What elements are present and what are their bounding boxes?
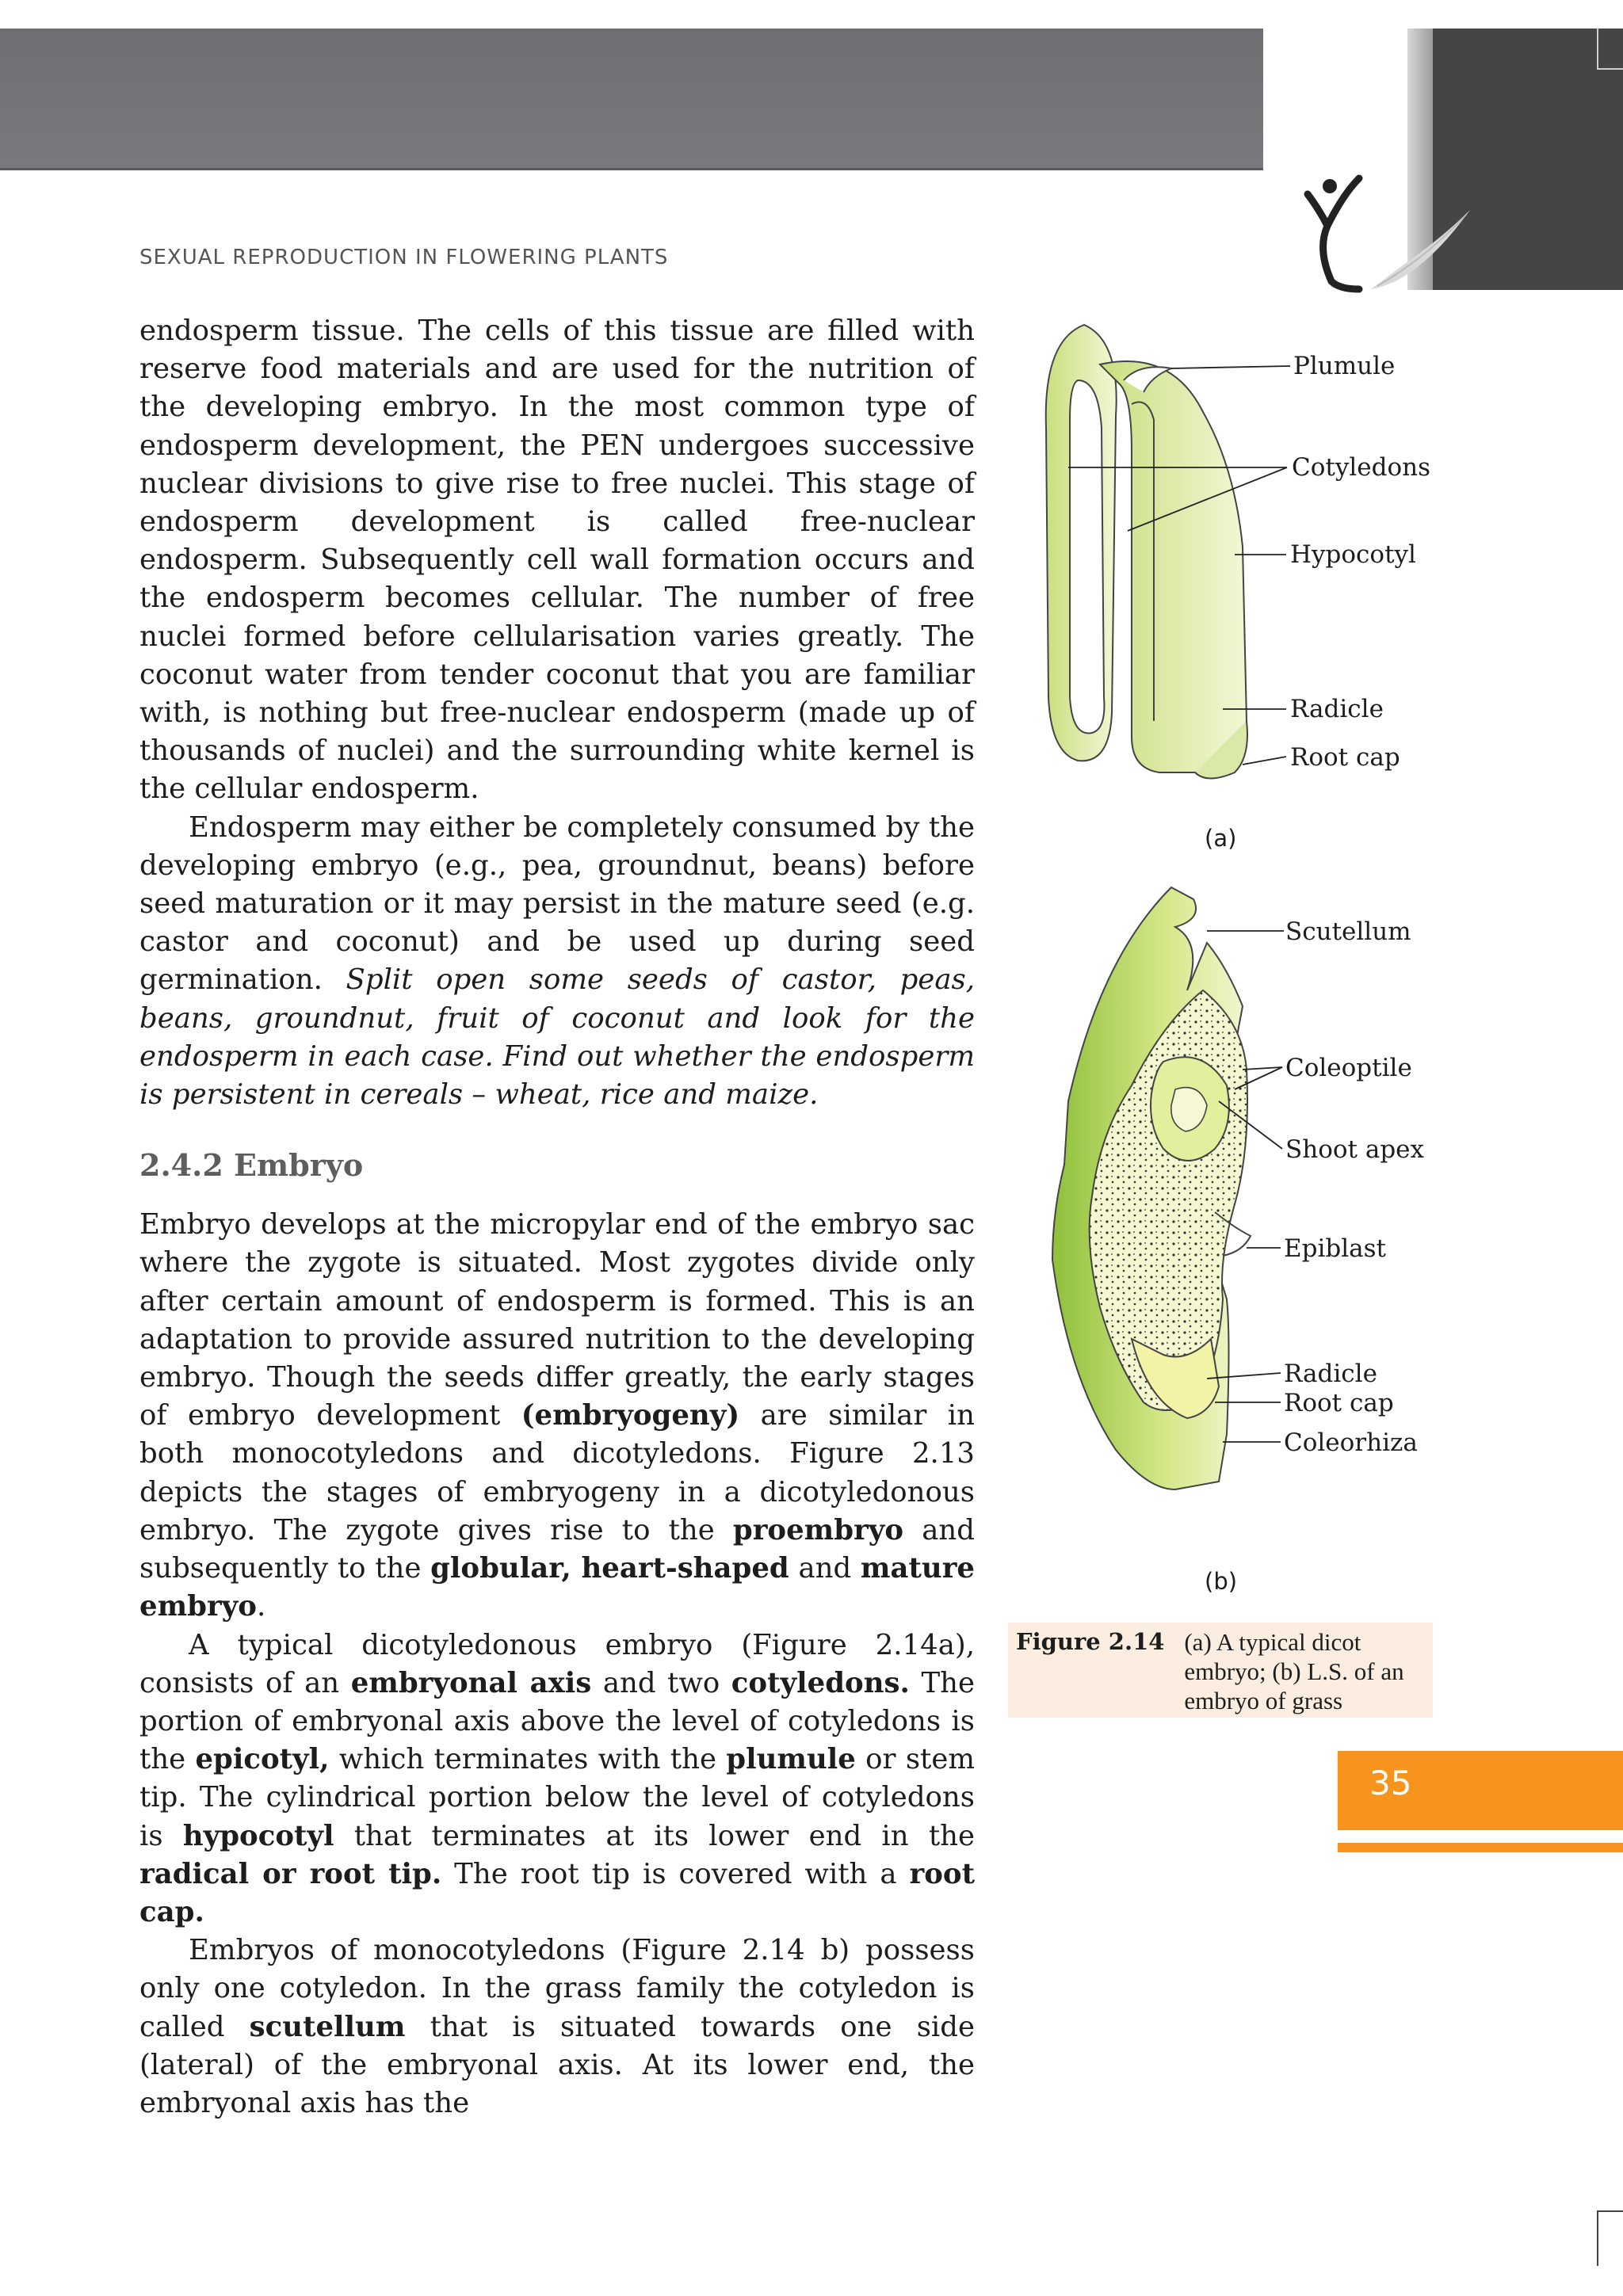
label-hypocotyl: Hypocotyl — [1290, 540, 1416, 569]
label-root-cap-a: Root cap — [1290, 743, 1400, 772]
crop-mark — [1597, 29, 1598, 70]
header-bar — [0, 29, 1263, 170]
paragraph: A typical dicotyledonous embryo (Figure 2.14a), consists of an embryonal axis and two cotyledons. The portion of embryonal axis above the level of cotyledons is the epicotyl, which terminates with the plumule or stem tip. The cylindrical portion below the level of cotyledons is hypocotyl that terminates at its lower end in the radical or root tip. The root tip is covered with a root cap. — [139, 1628, 975, 1928]
label-shoot-apex: Shoot apex — [1285, 1135, 1424, 1164]
paragraph: Embryos of monocotyledons (Figure 2.14 b) possess only one cotyledon. In the grass family the cotyledon is called scutellum that is situated towards one side (lateral) of the embryonal axis. At its lower end, the embryonal axis has the — [139, 1934, 976, 2119]
label-coleorhiza: Coleorhiza — [1284, 1428, 1418, 1457]
running-head: SEXUAL REPRODUCTION IN FLOWERING PLANTS — [139, 246, 669, 269]
label-epiblast: Epiblast — [1284, 1234, 1386, 1263]
caption-label: Figure 2.14 — [1016, 1628, 1165, 1655]
label-radicle-b: Radicle — [1284, 1360, 1377, 1388]
label-plumule: Plumule — [1293, 352, 1396, 380]
page-number: 35 — [1369, 1764, 1412, 1802]
sublabel-b: (b) — [1205, 1568, 1238, 1595]
page-number-box — [1338, 1751, 1623, 1830]
embryo-figure — [1005, 309, 1449, 1608]
crop-mark — [1597, 2210, 1623, 2212]
page-number-underline — [1338, 1843, 1623, 1852]
grass-embryo-diagram — [1052, 887, 1425, 1595]
crop-mark — [1597, 2210, 1598, 2266]
section-heading: 2.4.2 Embryo — [139, 1147, 364, 1184]
label-coleoptile: Coleoptile — [1285, 1054, 1412, 1082]
paragraph: endosperm tissue. The cells of this tissue are filled with reserve food materials and are used for the nutrition of the developing embryo. In the most common type of endosperm development, the PEN undergoes successive nuclear divisions to give rise to free nuclei. This stage of endosperm development is called free-nuclear endosperm. Subsequently cell wall formation occurs and the endosperm becomes cellular. The number of free nuclei formed before cellularisation varies greatly. The coconut water from tender coconut that you are familiar with, is nothing but free-nuclear endosperm (made up of thousands of nuclei) and the surrounding white kernel is the cellular endosperm. — [139, 315, 975, 806]
crop-mark — [1597, 68, 1623, 70]
label-radicle-a: Radicle — [1290, 695, 1384, 723]
body-text — [139, 312, 975, 2122]
paragraph: Embryo develops at the micropylar end of the embryo sac where the zygote is situated. Most zygotes divide only after certain amount of endosperm is formed. This is an adaptation to provide assured nutrition to the developing embryo. Though the seeds differ greatly, the early stages of embryo development (embryogeny) are similar in both monocotyledons and dicotyledons. Figure 2.13 depicts the stages of embryogeny in a dicotyledonous embryo. The zygote gives rise to the proembryo and subsequently to the globular, heart-shaped and mature embryo. — [139, 1208, 975, 1623]
sublabel-a: (a) — [1205, 825, 1237, 852]
label-scutellum: Scutellum — [1285, 917, 1411, 946]
dicot-embryo-diagram — [1046, 325, 1430, 852]
figure-caption — [1008, 1623, 1433, 1718]
paragraph: Endosperm may either be completely consumed by the developing embryo (e.g., pea, groundnut, beans) before seed maturation or it may persist in the mature seed (e.g. castor and coconut) and be used up during seed germination. Split open some seeds of castor, peas, beans, groundnut, fruit of coconut and look for the endosperm in each case. Find out whether the endosperm is persistent in cereals – wheat, rice and maize. — [139, 810, 975, 1112]
caption-text: (a) A typical dicot embryo; (b) L.S. of an embryo of grass — [1184, 1628, 1404, 1714]
label-root-cap-b: Root cap — [1284, 1389, 1394, 1417]
chapter-logo-icon — [1284, 162, 1522, 297]
label-cotyledons: Cotyledons — [1292, 453, 1430, 482]
